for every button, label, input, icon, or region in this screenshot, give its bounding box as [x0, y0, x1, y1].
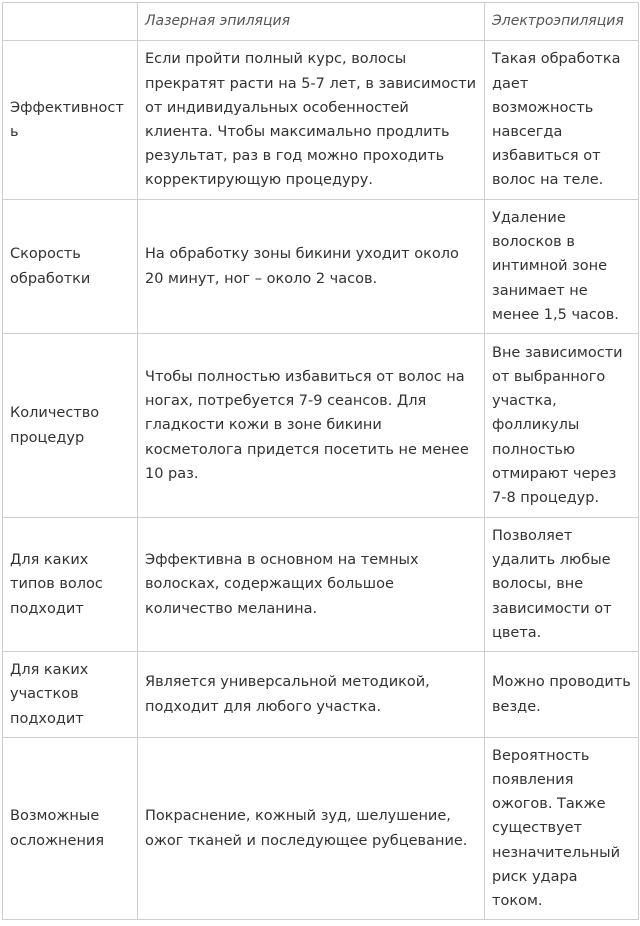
laser-cell: Чтобы полностью избавиться от волос на ногах, потребуется 7-9 сеансов. Для гладкости кожи в зоне бикини косметолога придется посетить не менее 10 раз. [138, 334, 485, 518]
comparison-table [2, 2, 639, 920]
table-row [3, 518, 639, 652]
header-corner-cell [3, 3, 138, 41]
header-laser: Лазерная эпиляция [138, 3, 485, 41]
laser-cell: Эффективна в основном на темных волосках, содержащих большое количество меланина. [138, 518, 485, 652]
row-label: Скорость обработки [3, 200, 138, 334]
header-electro: Электроэпиляция [485, 3, 639, 41]
table-row [3, 200, 639, 334]
table-row [3, 41, 639, 200]
laser-cell: На обработку зоны бикини уходит около 20 минут, ног – около 2 часов. [138, 200, 485, 334]
electro-cell: Удаление волосков в интимной зоне занимает не менее 1,5 часов. [485, 200, 639, 334]
header-row [3, 3, 639, 41]
table-row [3, 738, 639, 920]
row-label: Возможные осложнения [3, 738, 138, 920]
electro-cell: Можно проводить везде. [485, 652, 639, 738]
table-row [3, 334, 639, 518]
row-label: Количество процедур [3, 334, 138, 518]
electro-cell: Вероятность появления ожогов. Также существует незначительный риск удара током. [485, 738, 639, 920]
laser-cell: Является универсальной методикой, подходит для любого участка. [138, 652, 485, 738]
row-label: Эффективность [3, 41, 138, 200]
table-row [3, 652, 639, 738]
electro-cell: Вне зависимости от выбранного участка, фолликулы полностью отмирают через 7-8 процедур. [485, 334, 639, 518]
laser-cell: Если пройти полный курс, волосы прекратят расти на 5-7 лет, в зависимости от индивидуальных особенностей клиента. Чтобы максимально продлить результат, раз в год можно проходить корректирующую процедуру. [138, 41, 485, 200]
electro-cell: Такая обработка дает возможность навсегда избавиться от волос на теле. [485, 41, 639, 200]
electro-cell: Позволяет удалить любые волосы, вне зависимости от цвета. [485, 518, 639, 652]
laser-cell: Покраснение, кожный зуд, шелушение, ожог тканей и последующее рубцевание. [138, 738, 485, 920]
row-label: Для каких участков подходит [3, 652, 138, 738]
row-label: Для каких типов волос подходит [3, 518, 138, 652]
